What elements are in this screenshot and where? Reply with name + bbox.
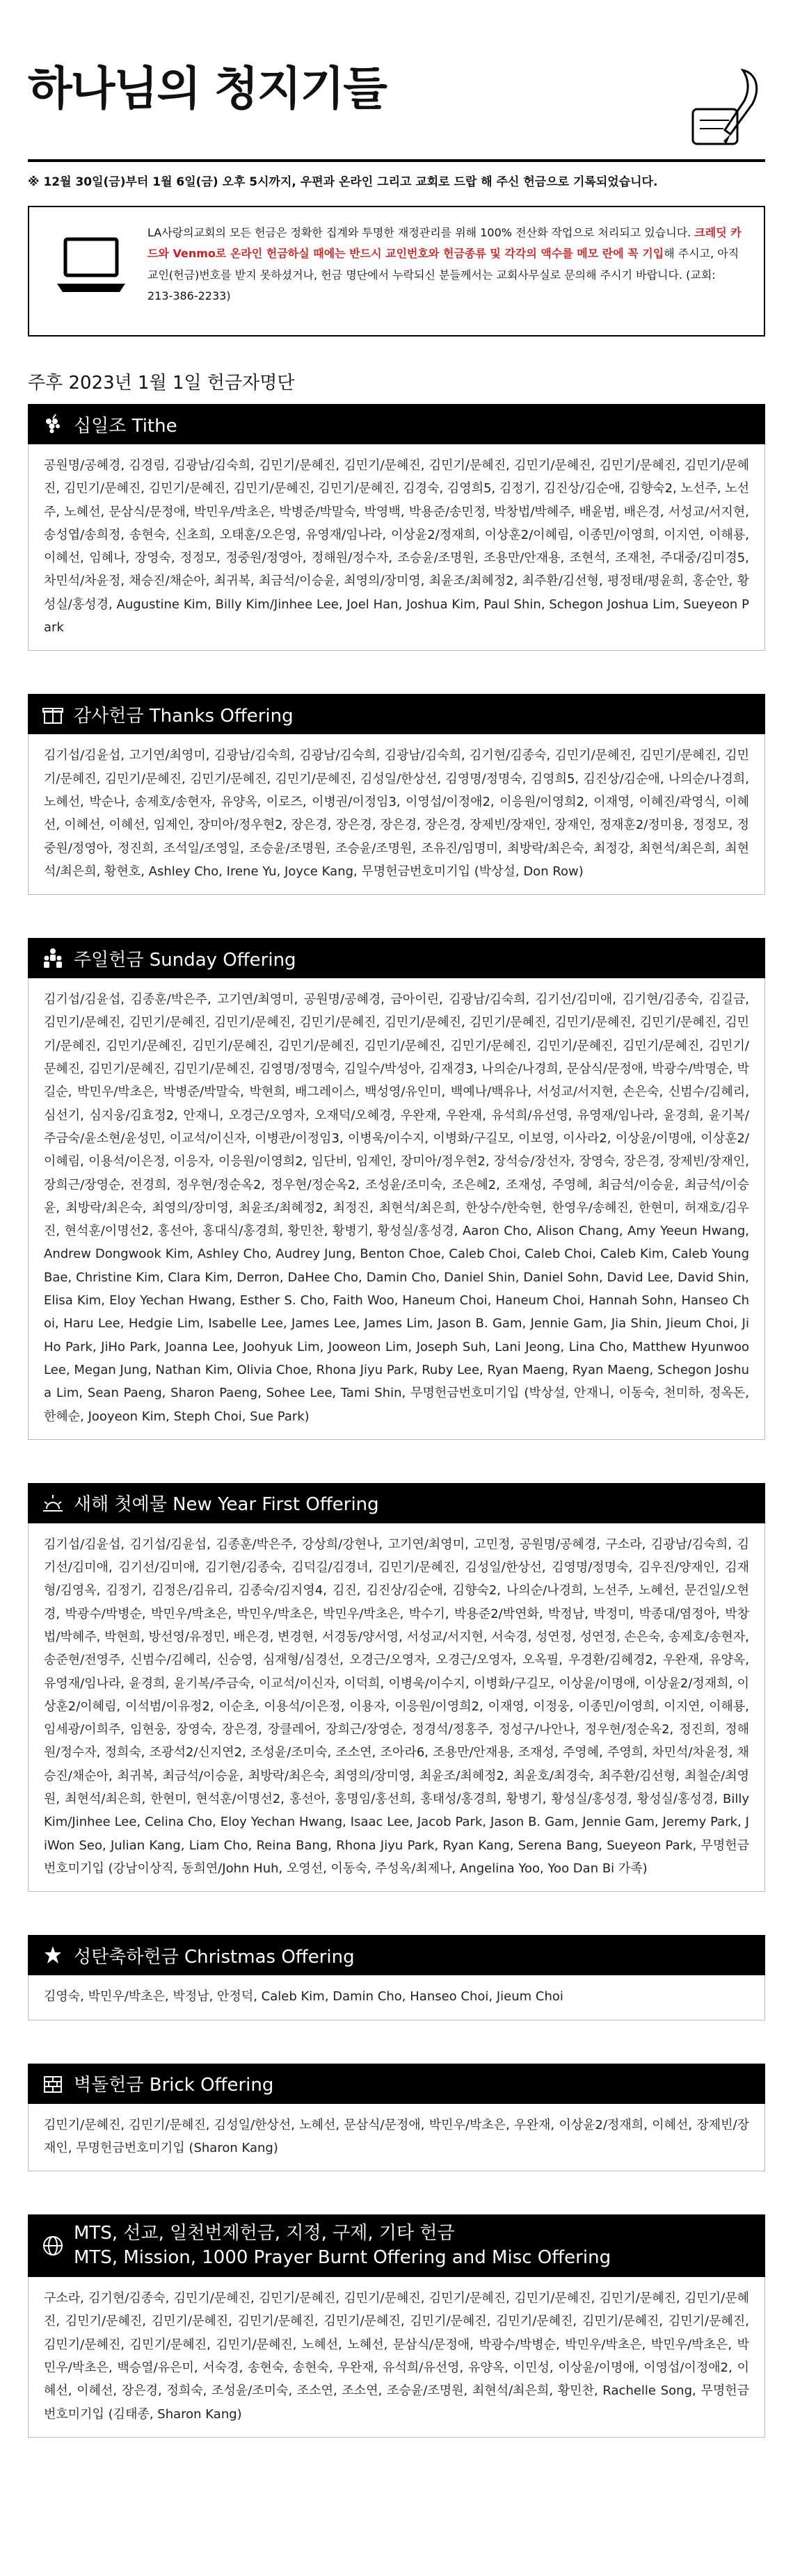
section-header — [28, 1483, 765, 1523]
section-header — [28, 404, 765, 444]
section-header — [28, 2064, 765, 2104]
names-list: 구소라, 김기현/김종숙, 김민기/문혜진, 김민기/문혜진, 김민기/문혜진, 김민기/문혜진, 김민기/문혜진, 김민기/문혜진, 김민기/문혜진, 김민기/문혜진, 김민기/문혜진, 김민기/문혜진, 김민기/문혜진, 김민기/문혜진, 김민기/문혜진, 김민기/문혜진, 김민기/문혜진, 김민기/문혜진, 김민기/문혜진, 김민기/문혜진, 노혜선, 노혜선, 문삼식/문정애, 박광수/박병순, 박민우/박초은, 박민우/박초은, 박민우/박초은, 백승열/유은미, 서숙경, 송현숙, 송현숙, 우완재, 유석희/유선영, 유양옥, 이민성, 이상윤/이명애, 이영섭/이정애2, 이혜선, 이혜선, 장은경, 정희숙, 조성윤/조미숙, 조소연, 조소연, 조승윤/조명원, 최현석/최은희, 황민찬, Rachelle Song, 무명헌금번호미기입 (김태종, Sharon Kang) — [28, 2277, 765, 2438]
section-title: 벽돌헌금 Brick Offering — [74, 2075, 274, 2096]
section-subtitle: MTS, Mission, 1000 Prayer Burnt Offering and Misc Offering — [74, 2247, 611, 2269]
sunrise-icon — [42, 1492, 64, 1514]
names-list: 김기섭/김윤섭, 고기연/최영미, 김광남/김숙희, 김광남/김숙희, 김광남/김숙희, 김기현/김종숙, 김민기/문혜진, 김민기/문혜진, 김민기/문혜진, 김민기/문혜진, 김민기/문혜진, 김민기/문혜진, 김성일/한상선, 김영명/정명숙, 김영희5, 김진상/김순애, 나의순/나경희, 노혜선, 박순나, 송제호/송현자, 유양옥, 이로즈, 이병권/이정임3, 이영섭/이정애2, 이응원/이영희2, 이재영, 이혜진/곽영식, 이혜선, 이혜선, 이혜선, 임제인, 장미아/정우현2, 장은경, 장은경, 장은경, 장은경, 장제빈/장재인, 장재인, 정재훈2/정미용, 정정모, 정중원/정영아, 정진희, 조석일/조영일, 조승윤/조명원, 조승윤/조명원, 조유진/임명미, 최방락/최은숙, 최정강, 최현석/최은희, 최현석/최은희, 황현호, Ashley Cho, Irene Yu, Joyce Kang, 무명헌금번호미기입 (박상설, Don Row) — [28, 734, 765, 895]
section-header — [28, 694, 765, 734]
names-list: 김영숙, 박민우/박초은, 박정남, 안정덕, Caleb Kim, Damin Cho, Hanseo Choi, Jieum Choi — [28, 1975, 765, 2020]
names-list: 공원명/공혜경, 김경림, 김광남/김숙희, 김민기/문혜진, 김민기/문혜진, 김민기/문혜진, 김민기/문혜진, 김민기/문혜진, 김민기/문혜진, 김민기/문혜진, 김민기/문혜진, 김민기/문혜진, 김민기/문혜진, 김경숙, 김영희5, 김정기, 김진상/김순애, 김향숙2, 노선주, 노선주, 노혜선, 문삼식/문정애, 박민우/박초은, 박병준/박말숙, 박영백, 박용준/송민정, 박창법/박혜주, 배윤범, 배은경, 서성교/서지현, 송성엽/송희정, 송현숙, 신초희, 오태훈/오은영, 유영재/임나라, 이상윤2/정재희, 이상훈2/이혜림, 이종민/이영희, 이지연, 이해룡, 이혜선, 임혜나, 장영숙, 정정모, 정중원/정영아, 정해원/정수자, 조승윤/조명원, 조용만/안재용, 조현석, 조재천, 주대중/김미경5, 차민석/차윤정, 채승진/채순아, 최귀복, 최금석/이승윤, 최영의/장미영, 최윤조/최혜정2, 최주환/김선형, 평정태/평윤희, 홍순안, 황성실/홍성경, Augustine Kim, Billy Kim/Jinhee Lee, Joel Han, Joshua Kim, Paul Shin, Schegon Joshua Lim, Sueyeon Park — [28, 444, 765, 651]
quill-pen-icon — [689, 66, 765, 149]
week-heading: 주후 2023년 1월 1일 헌금자명단 — [28, 373, 295, 394]
info-box — [28, 206, 765, 337]
section-brick — [28, 2064, 765, 2172]
names-list: 김기섭/김윤섭, 김기섭/김윤섭, 김종훈/박은주, 강상희/강현나, 고기연/최영미, 고민정, 공원명/공혜경, 구소라, 김광남/김숙희, 김기선/김미애, 김기선/김미애, 김기현/김종숙, 김덕길/김경녀, 김민기/문혜진, 김성일/한상선, 김영명/정명숙, 김우진/양재인, 김재형/김영옥, 김정기, 김정은/김유리, 김종숙/김지영4, 김진, 김진상/김순애, 김향숙2, 나의순/나경희, 노선주, 노혜선, 문건일/오현경, 박광수/박병순, 박민우/박초은, 박민우/박초은, 박민우/박초은, 박수기, 박용준2/박연화, 박정남, 박정미, 박종대/염정아, 박창법/박혜주, 박현희, 방선영/유정민, 배은경, 변경현, 서경동/양서영, 서성교/서지현, 서숙경, 성연정, 성연정, 손은숙, 송제호/송현자, 송준현/전영주, 신범수/김혜리, 신승영, 심재형/심경선, 오경근/오영자, 오경근/오영자, 오옥필, 우경환/김혜경2, 우완재, 유양옥, 유영재/임나라, 윤경희, 윤기복/주금숙, 이교석/이신자, 이덕희, 이병욱/이수지, 이병화/구길모, 이상윤/이명애, 이상윤2/정재희, 이상훈2/이혜림, 이석범/이유정2, 이순초, 이용석/이은정, 이용자, 이응원/이영희2, 이재영, 이정웅, 이종민/이영희, 이지연, 이해룡, 임세광/이희주, 임현웅, 장영숙, 장은경, 장클레어, 장희근/장영순, 정경석/정홍주, 정성구/나안나, 정우현/정순옥2, 정진희, 정해원/정수자, 정희숙, 조광석2/신지연2, 조성윤/조미숙, 조소연, 조아라6, 조용만/안재용, 조재성, 주영혜, 주영희, 차민석/차윤정, 채승진/채순아, 최귀복, 최금석/이승윤, 최방락/최은숙, 최영의/장미영, 최윤조/최혜정2, 최윤호/최경숙, 최주환/김선형, 최철순/최영원, 최현석/최은희, 한현미, 현석훈/이명선2, 홍선아, 홍명임/홍선희, 홍태성/홍경희, 황병기, 황성실/홍성경, 황성실/홍성경, Billy Kim/Jinhee Lee, Celina Cho, Eloy Yechan Hwang, Isaac Lee, Jacob Park, Jason B. Gam, Jennie Gam, Jeremy Park, JiWon Seo, Julian Kang, Liam Cho, Reina Bang, Rhona Jiyu Park, Ryan Kang, Serena Bang, Sueyeon Park, 무명헌금번호미기입 (강남이상직, 동희연/John Huh, 오영선, 이동숙, 주성옥/최제나, Angelina Yoo, Yoo Dan Bi 가족) — [28, 1523, 765, 1892]
info-text-2: 해 주시고, 아직 교인(헌금)번호를 받지 못하셨거나, 헌금 명단에서 누락되신 분들께서는 교회사무실로 문의해 주시기 바랍니다. (교회: 213-386-2233) — [147, 247, 739, 303]
title-divider — [28, 159, 765, 162]
gift-icon — [42, 703, 64, 725]
notice: ※ 12월 30일(금)부터 1월 6일(금) 오후 5시까지, 우편과 온라인 그리고 교회로 드랍 해 주신 헌금으로 기록되었습니다. — [28, 175, 658, 189]
globe-icon — [42, 2235, 64, 2257]
header — [28, 62, 765, 149]
page-title: 하나님의 청지기들 — [28, 62, 387, 115]
section-title: MTS, 선교, 일천번제헌금, 지정, 구제, 기타 헌금 — [74, 2223, 455, 2244]
grapes-icon — [42, 413, 64, 435]
christmas-icon — [42, 1944, 64, 1966]
section-title: 주일헌금 Sunday Offering — [74, 949, 296, 971]
section-christmas — [28, 1935, 765, 2020]
section-title-stack — [74, 2221, 611, 2270]
section-title: 십일조 Tithe — [74, 415, 177, 437]
names-list: 김기섭/김윤섭, 김종훈/박은주, 고기연/최영미, 공원명/공혜경, 금아이린, 김광남/김숙희, 김기선/김미애, 김기현/김종숙, 김길금, 김민기/문혜진, 김민기/문혜진, 김민기/문혜진, 김민기/문혜진, 김민기/문혜진, 김민기/문혜진, 김민기/문혜진, 김민기/문혜진, 김민기/문혜진, 김민기/문혜진, 김민기/문혜진, 김민기/문혜진, 김민기/문혜진, 김민기/문혜진, 김민기/문혜진, 김민기/문혜진, 김민기/문혜진, 김민기/문혜진, 김민기/문혜진, 김영명/정명숙, 김일수/박성아, 김재경3, 나의순/나경희, 문삼식/문정애, 박광수/박명순, 박길순, 박민우/박초은, 박병준/박말숙, 박현희, 배그레이스, 백성영/유인미, 백예나/백유나, 서성교/서지현, 손은숙, 신범수/김혜리, 심선기, 심지웅/김효정2, 안재니, 오경근/오영자, 오재덕/오혜경, 우완재, 우완재, 유석희/유선영, 유영재/임나라, 윤경희, 윤기복/주금숙/윤소현/윤성민, 이교석/이신자, 이병관/이정임3, 이병욱/이수지, 이병화/구길모, 이보영, 이사라2, 이상윤/이명애, 이상훈2/이혜림, 이용석/이은정, 이응자, 이응원/이영희2, 임단비, 임제인, 장미아/정우현2, 장석승/장선자, 장영숙, 장은경, 장제빈/장재인, 장희근/장영순, 전경희, 정우현/정순옥2, 정우현/정순옥2, 조성윤/조미숙, 조은혜2, 조재성, 주영혜, 최금석/이승윤, 최금석/이승윤, 최방락/최은숙, 최영의/장미영, 최윤조/최혜정2, 최정진, 최현석/최은희, 한상수/한숙현, 한영우/송혜진, 한현미, 허재호/김우진, 현석훈/이명선2, 홍선아, 홍대식/홍경희, 황민찬, 황병기, 황성실/홍성경, Aaron Cho, Alison Chang, Amy Yeeun Hwang, Andrew Dongwook Kim, Ashley Cho, Audrey Jung, Benton Choe, Caleb Choi, Caleb Choi, Caleb Kim, Caleb Young Bae, Christine Kim, Clara Kim, Derron, DaHee Cho, Damin Cho, Daniel Shin, Daniel Sohn, David Lee, David Shin, Elisa Kim, Eloy Yechan Hwang, Esther S. Cho, Faith Woo, Haneum Choi, Haneum Choi, Hannah Sohn, Hanseo Choi, Haru Lee, Hedgie Lim, Isabelle Lee, James Lee, James Lim, Jason B. Gam, Jennie Gam, Jia Shin, Jieum Choi, JiHo Park, JiHo Park, Joanna Lee, Joohyuk Lim, Jooweon Lim, Joseph Suh, Lani Jeong, Lina Cho, Matthew Hyunwoo Lee, Megan Jung, Nathan Kim, Olivia Choe, Rhona Jiyu Park, Ruby Lee, Ryan Maeng, Ryan Maeng, Schegon Joshua Lim, Sean Paeng, Sharon Paeng, Sohee Lee, Tami Shin, 무명헌금번호미기입 (박상설, 안재니, 이동숙, 천미하, 정옥돈, 한혜순, Jooyeon Kim, Steph Choi, Sue Park) — [28, 978, 765, 1440]
section-title: 새해 첫예물 New Year First Offering — [74, 1494, 379, 1516]
family-icon — [42, 947, 64, 969]
section-title: 성탄축하헌금 Christmas Offering — [74, 1946, 355, 1968]
section-header — [28, 1935, 765, 1975]
section-thanks — [28, 694, 765, 895]
section-header — [28, 2214, 765, 2277]
section-misc — [28, 2214, 765, 2438]
section-header — [28, 938, 765, 978]
info-text-1: LA사랑의교회의 모든 헌금은 정확한 집계와 투명한 재정관리를 위해 100% 전산화 작업으로 처리되고 있습니다. — [147, 226, 695, 239]
info-text-highlight: 크레딧 카드와 Venmo로 온라인 헌금하실 때에는 반드시 교인번호와 헌금종류 및 각각의 액수를 메모 란에 꼭 기입 — [147, 226, 742, 261]
laptop-icon — [53, 235, 129, 298]
brick-icon — [42, 2073, 64, 2095]
section-newyear — [28, 1483, 765, 1892]
page — [28, 0, 765, 2438]
section-title: 감사헌금 Thanks Offering — [74, 705, 294, 727]
section-tithe — [28, 404, 765, 651]
names-list: 김민기/문혜진, 김민기/문혜진, 김성일/한상선, 노혜선, 문삼식/문정애, 박민우/박초은, 우완재, 이상윤2/정재희, 이혜선, 장제빈/장재인, 무명헌금번호미기입 (Sharon Kang) — [28, 2104, 765, 2172]
section-sunday — [28, 938, 765, 1440]
